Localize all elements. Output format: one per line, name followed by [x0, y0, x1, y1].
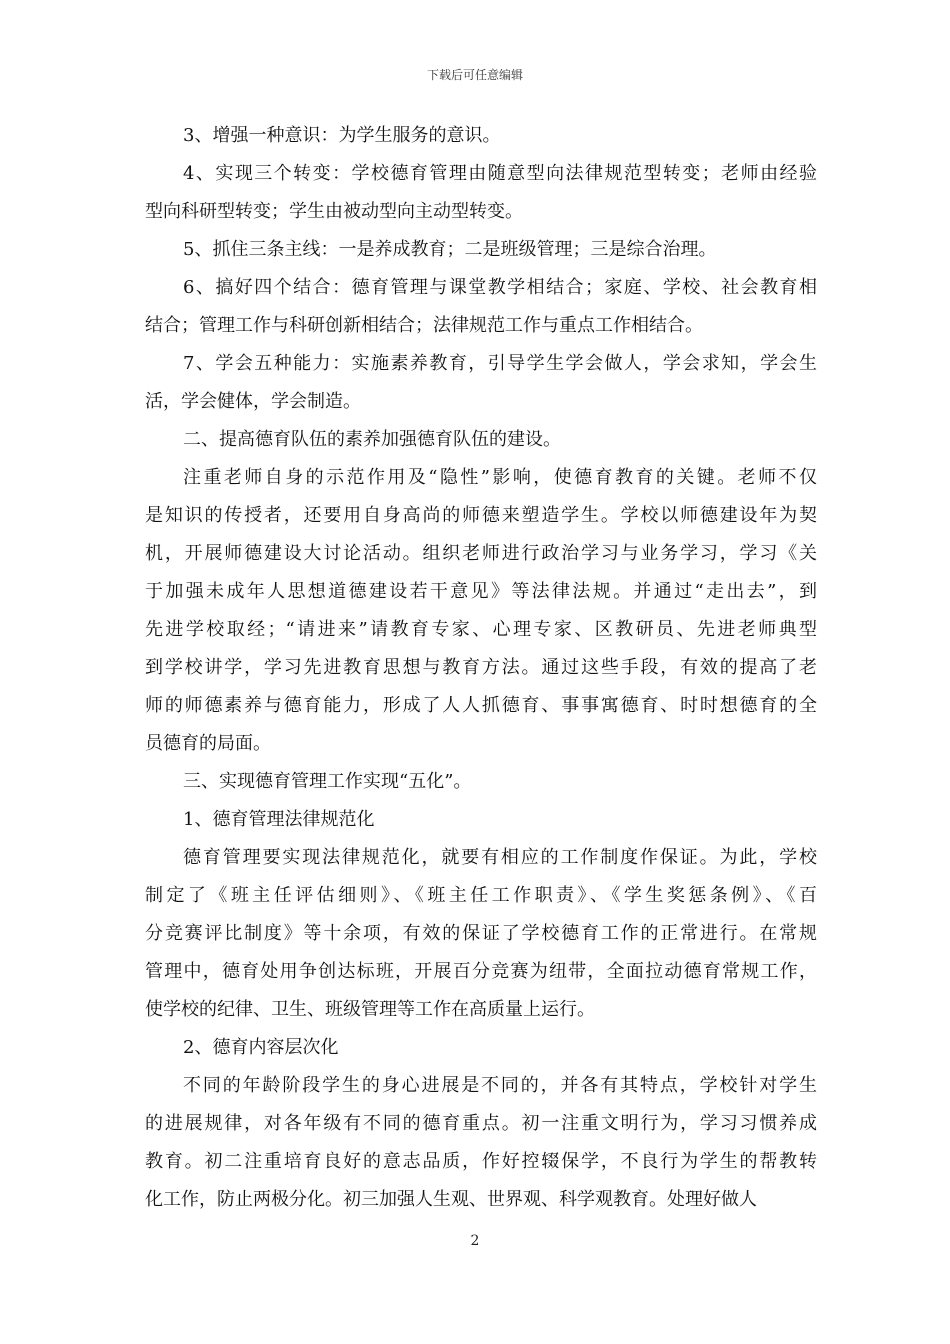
text-line: 是知识的传授者，还要用自身高尚的师德来塑造学生。学校以师德建设年为契 — [145, 505, 817, 526]
paragraph — [145, 155, 817, 231]
text-line: 先进学校取经；“请进来”请教育专家、心理专家、区教研员、先进老师典型 — [145, 619, 817, 640]
paragraph — [145, 269, 817, 345]
paragraph — [145, 421, 817, 459]
text-line: 2、德育内容层次化 — [183, 1037, 339, 1058]
paragraph — [145, 801, 817, 839]
text-line: 二、提高德育队伍的素养加强德育队伍的建设。 — [183, 429, 561, 450]
text-line: 化工作，防止两极分化。初三加强人生观、世界观、科学观教育。处理好做人 — [145, 1189, 757, 1210]
text-line: 员德育的局面。 — [145, 733, 271, 754]
text-line: 1、德育管理法律规范化 — [183, 809, 375, 830]
text-line: 活，学会健体，学会制造。 — [145, 391, 361, 412]
page-header: 下载后可任意编辑 — [426, 68, 523, 82]
text-line: 到学校讲学，学习先进教育思想与教育方法。通过这些手段，有效的提高了老 — [145, 657, 817, 678]
text-line: 机，开展师德建设大讨论活动。组织老师进行政治学习与业务学习，学习《关 — [145, 543, 817, 564]
text-line: 4、实现三个转变：学校德育管理由随意型向法律规范型转变；老师由经验 — [183, 163, 817, 184]
text-line: 注重老师自身的示范作用及“隐性”影响，使德育教育的关键。老师不仅 — [183, 467, 817, 488]
page-number: 2 — [470, 1233, 480, 1249]
paragraph — [145, 345, 817, 421]
text-line: 7、学会五种能力：实施素养教育，引导学生学会做人，学会求知，学会生 — [183, 353, 817, 374]
paragraph — [145, 459, 817, 763]
text-line: 6、搞好四个结合：德育管理与课堂教学相结合；家庭、学校、社会教育相 — [183, 277, 817, 298]
text-line: 结合；管理工作与科研创新相结合；法律规范工作与重点工作相结合。 — [145, 315, 703, 336]
text-line: 分竞赛评比制度》等十余项，有效的保证了学校德育工作的正常进行。在常规 — [145, 923, 817, 944]
paragraph — [145, 1029, 817, 1067]
text-line: 于加强未成年人思想道德建设若干意见》等法律法规。并通过“走出去”，到 — [145, 581, 817, 602]
text-line: 师的师德素养与德育能力，形成了人人抓德育、事事寓德育、时时想德育的全 — [145, 695, 817, 716]
text-line: 德育管理要实现法律规范化，就要有相应的工作制度作保证。为此，学校 — [183, 847, 817, 868]
paragraph — [145, 839, 817, 1029]
text-line: 三、实现德育管理工作实现“五化”。 — [183, 771, 472, 792]
text-line: 制定了《班主任评估细则》、《班主任工作职责》、《学生奖惩条例》、《百 — [145, 885, 817, 906]
text-line: 教育。初二注重培育良好的意志品质，作好控辍保学，不良行为学生的帮教转 — [145, 1151, 817, 1172]
text-line: 3、增强一种意识：为学生服务的意识。 — [183, 125, 501, 146]
text-line: 5、抓住三条主线：一是养成教育；二是班级管理；三是综合治理。 — [183, 239, 717, 260]
paragraph — [145, 117, 817, 155]
text-line: 的进展规律，对各年级有不同的德育重点。初一注重文明行为，学习习惯养成 — [145, 1113, 817, 1134]
text-line: 使学校的纪律、卫生、班级管理等工作在高质量上运行。 — [145, 999, 595, 1020]
paragraph — [145, 763, 817, 801]
text-line: 管理中，德育处用争创达标班，开展百分竞赛为纽带，全面拉动德育常规工作， — [145, 961, 817, 982]
text-line: 型向科研型转变；学生由被动型向主动型转变。 — [145, 201, 523, 222]
paragraph — [145, 231, 817, 269]
document-body — [145, 117, 817, 1219]
text-line: 不同的年龄阶段学生的身心进展是不同的，并各有其特点，学校针对学生 — [183, 1075, 817, 1096]
paragraph — [145, 1067, 817, 1219]
